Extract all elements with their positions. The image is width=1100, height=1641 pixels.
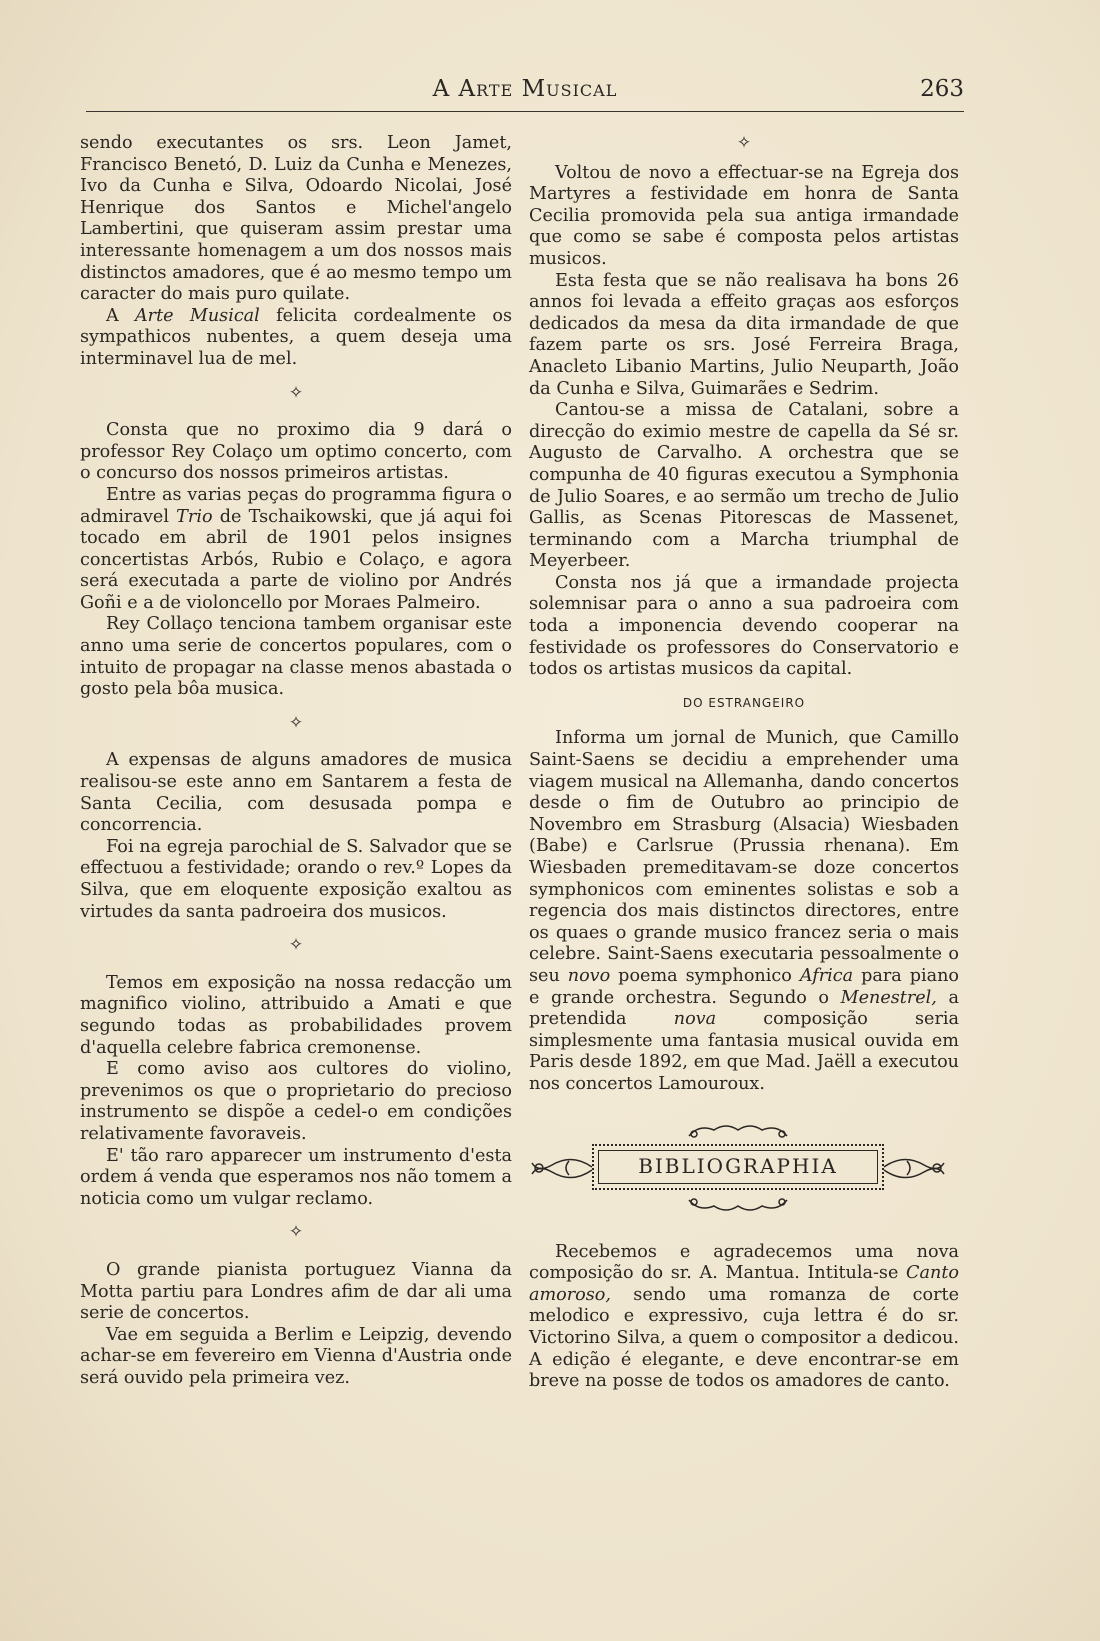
section-heading: DO ESTRANGEIRO <box>682 695 806 710</box>
paragraph: Entre as varias peças do programma figura o admiravel Trio de Tschaikowski, que já aqui foi tocado em abril de 1901 pelos insignes concertistas Arbós, Rubio e Colaço, e agora será executada a parte de violino por Andrés Goñi e a de violoncello por Moraes Palmeiro. <box>80 484 512 613</box>
running-title: A Arte Musical <box>432 76 618 102</box>
bibliography-banner <box>529 1114 959 1234</box>
paragraph: Informa um jornal de Munich, que Camillo Saint-Saens se decidiu a emprehender uma viagem musical na Allemanha, dando concertos desde o fim de Outubro ao principio de Novembro em Strasburg (Alsacia) Wiesbaden (Babe) e Carlsrue (Prussia rhenana). Em Wiesbaden premeditavam-se doze concertos symphonicos com eminentes solistas e sob a regencia dos mais distinctos directores, entre os quaes o grande musico francez seria o mais celebre. Saint-Saens executaria pessoalmente o seu novo poema symphonico Africa para piano e grande orchestra. Segundo o Menestrel, a pretendida nova composição seria simplesmente uma fantasia musical ouvida em Paris desde 1892, em que Mad. Jaëll a executou nos concertos Lamouroux. <box>529 728 959 1094</box>
right-column <box>529 133 959 1393</box>
page-number: 263 <box>920 76 964 102</box>
ornament-divider-icon: ✧ <box>288 935 304 956</box>
paragraph: A expensas de alguns amadores de musica realisou-se este anno em Santarem a festa de Santa Cecilia, com desusada pompa e concorrencia. <box>80 750 512 836</box>
paragraph: Consta que no proximo dia 9 dará o professor Rey Colaço um optimo concerto, com o concurso dos nossos primeiros artistas. <box>80 420 512 484</box>
paragraph: E' tão raro apparecer um instrumento d'esta ordem á venda que esperamos nos não tomem a noticia como um vulgar reclamo. <box>80 1145 512 1209</box>
paragraph: E como aviso aos cultores do violino, prevenimos os que o proprietario do precioso instrumento se dispõe a cedel-o em condições relativamente favoraveis. <box>80 1059 512 1144</box>
paragraph: Recebemos e agradecemos uma nova composição do sr. A. Mantua. Intitula-se Canto amoroso, sendo uma romanza de corte melodico e expressivo, cuja lettra é do sr. Victorino Silva, a quem o compositor a dedicou. A edição é elegante, e deve encontrar-se em breve na posse de todos os amadores de canto. <box>529 1241 959 1392</box>
paragraph: sendo executantes os srs. Leon Jamet, Francisco Benetó, D. Luiz da Cunha e Menezes, Ivo da Cunha e Silva, Odoardo Nicolai, José Henrique dos Santos e Michel'angelo Lambertini, que quiseram assim prestar uma interessante homenagem a um dos nossos mais distinctos amadores, que é ao mesmo tempo um caracter do mais puro quilate. <box>80 133 512 305</box>
paragraph: Voltou de novo a effectuar-se na Egreja dos Martyres a festividade em honra de Santa Cecilia promovida pela sua antiga irmandade que como se sabe é composta pelos artistas musicos. <box>529 162 959 269</box>
paragraph: Vae em seguida a Berlim e Leipzig, devendo achar-se em fevereiro em Vienna d'Austria onde será ouvido pela primeira vez. <box>80 1324 512 1388</box>
paragraph: Consta nos já que a irmandade projecta solemnisar para o anno a sua padroeira com toda a imponencia devendo cooperar na festividade os professores do Conservatorio e todos os artistas musicos da capital. <box>529 572 959 680</box>
left-column <box>80 133 512 1389</box>
header-rule <box>86 111 964 112</box>
bibliography-frame <box>592 1144 884 1190</box>
ornament-divider-icon: ✧ <box>288 712 304 733</box>
paragraph: Cantou-se a missa de Catalani, sobre a direcção do eximio mestre de capella da Sé sr. Augusto de Carvalho. A orchestra que se compunha de 40 figuras executou a Symphonia de Julio Soares, e ao sermão um trecho de Julio Gallis, as Scenas Pitorescas de Massenet, terminando com a Marcha triumphal de Meyerbeer. <box>529 400 959 572</box>
ornament-divider-icon: ✧ <box>288 1222 304 1243</box>
ornament-divider-icon: ✧ <box>736 133 752 153</box>
bibliography-title: BIBLIOGRAPHIA <box>598 1150 878 1184</box>
paragraph: Rey Collaço tenciona tambem organisar este anno uma serie de concertos populares, com o intuito de propagar na classe menos abastada o gosto pela bôa musica. <box>80 614 512 700</box>
paragraph: Esta festa que se não realisava ha bons 26 annos foi levada a effeito graças aos esforços dedicados da mesa da dita irmandade de que fazem parte os srs. José Ferreira Braga, Anacleto Libanio Martins, Julio Neuparth, João da Cunha e Silva, Guimarães e Sedrim. <box>529 270 959 399</box>
paragraph: Foi na egreja parochial de S. Salvador que se effectuou a festividade; orando o rev.º Lopes da Silva, que em eloquente exposição exaltou as virtudes da santa padroeira dos musicos. <box>80 836 512 922</box>
paragraph: O grande pianista portuguez Vianna da Motta partiu para Londres afim de dar ali uma serie de concertos. <box>80 1259 512 1324</box>
paragraph: Temos em exposição na nossa redacção um magnifico violino, attribuido a Amati e que segundo todas as probabilidades provem d'aquella celebre fabrica cremonense. <box>80 972 512 1058</box>
ornament-divider-icon: ✧ <box>288 382 304 403</box>
paragraph: A Arte Musical felicita cordealmente os sympathicos nubentes, a quem deseja uma interminavel lua de mel. <box>80 305 512 369</box>
page-header <box>86 76 964 106</box>
